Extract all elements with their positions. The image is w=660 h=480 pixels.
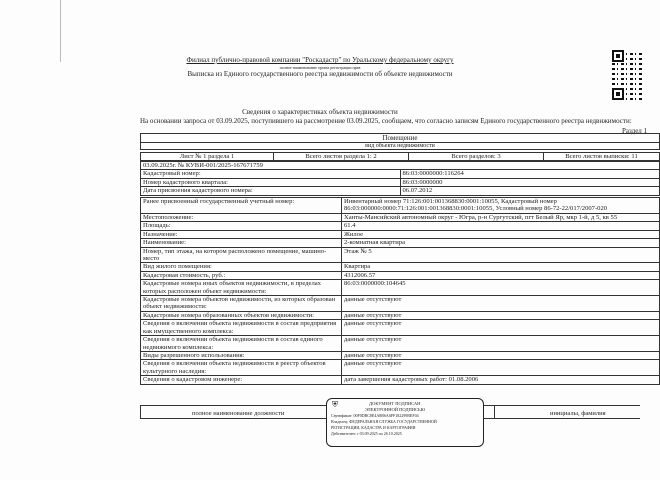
row-value: 86:03:0000000:104645 <box>342 280 660 296</box>
record-table <box>140 161 660 196</box>
record-number: 03.09.2025г. № КУВИ-001/2025-167671759 <box>141 162 660 170</box>
object-type: Помещение <box>140 133 660 142</box>
document-title: Выписка из Единого государственного реестра недвижимости об объекте недвижимости <box>187 70 453 78</box>
row-label: Кадастровые номера иных объектов недвижимости, в пределах которых расположен объект недвижимости: <box>141 280 342 296</box>
row-label: Номер, тип этажа, на котором расположено помещение, машино-место <box>141 247 342 263</box>
row-label: Кадастровые номера объектов недвижимости, из которых образован объект недвижимости: <box>141 296 342 312</box>
row-value: данные отсутствуют <box>342 320 660 336</box>
organization-name: Филиал публично-правовой компании "Роскадастр" по Уральскому федеральному округу <box>186 56 454 64</box>
footer-divider <box>494 405 495 419</box>
row-label: Номер кадастрового квартала: <box>141 178 401 186</box>
extract-sheets-total: Всего листов выписки: 11 <box>544 153 660 161</box>
row-label: Кадастровые номера образованных объектов недвижимости: <box>141 311 342 319</box>
row-label: Местоположение: <box>141 214 342 222</box>
position-caption: полное наименование должности <box>192 410 285 417</box>
section-label: Раздел 1 <box>622 127 648 135</box>
scan-edge-line <box>60 0 61 62</box>
row-label: Сведения о кадастровом инженере: <box>141 376 342 384</box>
stamp-subtitle: ЭЛЕКТРОННОЙ ПОДПИСЬЮ <box>365 407 426 412</box>
row-label: Ранее присвоенный государственный учетный номер: <box>141 198 342 214</box>
row-label: Сведения о включении объекта недвижимости в реестр объектов культурного наследия: <box>141 360 342 376</box>
row-label: Вид жилого помещения: <box>141 263 342 271</box>
section-sheets: Всего листов раздела 1: 2 <box>274 153 409 161</box>
row-label: Назначение: <box>141 230 342 238</box>
electronic-signature-stamp <box>326 398 484 447</box>
row-value: Квартира <box>342 263 660 271</box>
sheet-info-table <box>140 152 660 161</box>
row-label: Кадастровый номер: <box>141 170 401 178</box>
footer-divider <box>140 405 141 419</box>
row-label: Сведения о включении объекта недвижимости в состав предприятия как имущественного комплекса: <box>141 320 342 336</box>
organization-caption: полное наименование органа регистрации прав <box>279 65 361 70</box>
basis-text: На основании запроса от 03.09.2025, поступившего на рассмотрение 03.09.2025, сообщаем, что согласно записям Единого государственного реестра недвижимости: <box>140 117 632 125</box>
stamp-certificate: Сертификат: 00F0DBC8E4A8B6A6FF182299BEF04 <box>331 413 419 418</box>
object-type-caption: вид объекта недвижимости <box>140 142 660 150</box>
row-value: данные отсутствуют <box>342 336 660 352</box>
row-label: Кадастровая стоимость, руб.: <box>141 271 342 279</box>
stamp-owner: Владелец: ФЕДЕРАЛЬНАЯ СЛУЖБА ГОСУДАРСТВЕННОЙ <box>331 419 437 424</box>
stamp-title: ДОКУМЕНТ ПОДПИСАН <box>369 401 421 406</box>
row-value: 86:03:0000000 <box>400 178 660 186</box>
qr-code <box>612 50 642 100</box>
stamp-validity: Действителен: с 03.09.2025 по 26.10.2025 <box>331 431 402 436</box>
emblem-icon: ⛨ <box>332 400 338 409</box>
row-value: Жилое <box>342 230 660 238</box>
row-value: 2-комнатная квартира <box>342 239 660 247</box>
row-label: Сведения о включении объекта недвижимости в состав единого недвижимого комплекса: <box>141 336 342 352</box>
row-value: Инвентарный номер 71:126:001:001368830:0001:10055, Кадастровый номер 86:03:000000:0000:71:126:001:001368830:0001:10055, Условный номер 86-72-22/017/2007-020 <box>342 198 660 214</box>
row-label: Площадь: <box>141 222 342 230</box>
sheet-number: Лист № 1 раздела 1 <box>141 153 274 161</box>
sections-total: Всего разделов: 3 <box>409 153 544 161</box>
row-value: данные отсутствуют <box>342 351 660 359</box>
row-value: данные отсутствуют <box>342 360 660 376</box>
row-value: 4312006.57 <box>342 271 660 279</box>
row-value: 86:03:0000000:116264 <box>400 170 660 178</box>
row-value: 06.07.2012 <box>400 187 660 195</box>
row-label: Дата присвоения кадастрового номера: <box>141 187 401 195</box>
characteristics-table <box>140 197 660 385</box>
row-value: Ханты-Мансийский автономный округ - Югра, р-н Сургутский, пгт Белый Яр, мкр 1-й, д 5, кв 55 <box>342 214 660 222</box>
row-value: данные отсутствуют <box>342 311 660 319</box>
name-caption: инициалы, фамилия <box>550 410 606 417</box>
row-value: Этаж № 5 <box>342 247 660 263</box>
row-label: Наименование: <box>141 239 342 247</box>
row-value: дата завершения кадастровых работ: 01.08.2006 <box>342 376 660 384</box>
row-label: Виды разрешенного использования: <box>141 351 342 359</box>
stamp-owner-cont: РЕГИСТРАЦИИ, КАДАСТРА И КАРТОГРАФИИ <box>331 425 416 430</box>
row-value: 61.4 <box>342 222 660 230</box>
row-value: данные отсутствуют <box>342 296 660 312</box>
section-subtitle: Сведения о характеристиках объекта недвижимости <box>242 108 398 116</box>
